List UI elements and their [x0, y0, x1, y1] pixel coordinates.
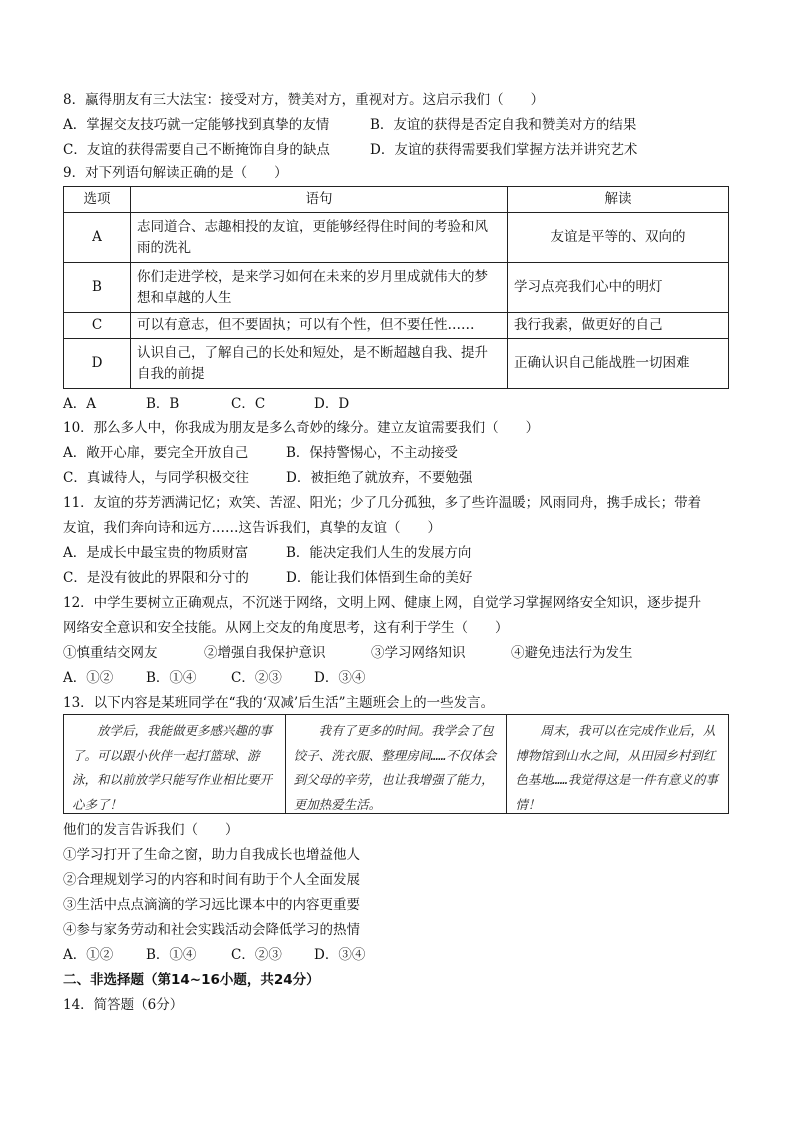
q9-row-a-option: A	[64, 213, 131, 263]
q9-row-d-reading: 正确认识自己能战胜一切困难	[508, 339, 729, 389]
q11-option-c: C．是没有彼此的界限和分寸的	[63, 570, 249, 586]
q13-quote-2: 我有了更多的时间。我学会了包饺子、洗衣服、整理房间……不仅体会到父母的辛劳，也让我增强了能力，更加热爱生活。	[286, 715, 508, 813]
q9-row-d-sentence: 认识自己，了解自己的长处和短处，是不断超越自我、提升自我的前提	[131, 339, 508, 389]
q9-row-a-sentence: 志同道合、志趣相投的友谊，更能够经得住时间的考验和风雨的洗礼	[131, 213, 508, 263]
q10-stem: 10．那么多人中，你我成为朋友是多么奇妙的缘分。建立友谊需要我们（ ）	[63, 420, 540, 436]
q13-answer-c: C．②③	[231, 947, 282, 963]
q13-prompt: 他们的发言告诉我们（ ）	[63, 822, 239, 838]
q13-item-3: ③生活中点点滴滴的学习远比课本中的内容更重要	[63, 897, 360, 913]
q13-answer-b: B．①④	[146, 947, 197, 963]
q12-answer-a: A．①②	[63, 670, 114, 686]
q10-option-a: A．敞开心扉，要完全开放自己	[63, 445, 249, 461]
q11-option-a: A．是成长中最宝贵的物质财富	[63, 545, 249, 561]
q9-row-c-sentence: 可以有意志，但不要固执；可以有个性，但不要任性……	[131, 313, 508, 339]
q13-item-1: ①学习打开了生命之窗，助力自我成长也增益他人	[63, 847, 360, 863]
q9-header-sentence: 语句	[131, 187, 508, 213]
q8-option-c: C．友谊的获得需要自己不断掩饰自身的缺点	[63, 142, 330, 158]
q9-table	[63, 186, 729, 389]
q13-quote-table	[63, 714, 729, 814]
q12-item-4: ④避免违法行为发生	[511, 645, 633, 661]
q9-row-a-reading: 友谊是平等的、双向的	[508, 213, 729, 263]
q12-stem-line1: 12．中学生要树立正确观点，不沉迷于网络，文明上网、健康上网，自觉学习掌握网络安全知识，逐步提升	[63, 595, 702, 611]
q12-answer-c: C．②③	[231, 670, 282, 686]
q12-item-1: ①慎重结交网友	[63, 645, 158, 661]
q12-stem-line2: 网络安全意识和安全技能。从网上交友的角度思考，这有利于学生（ ）	[63, 620, 509, 636]
q9-header-option: 选项	[64, 187, 131, 213]
table-row	[64, 313, 729, 339]
q12-answer-d: D．③④	[314, 670, 366, 686]
q11-option-d: D．能让我们体悟到生命的美好	[286, 570, 473, 586]
q9-answer-c: C．C	[231, 396, 266, 412]
q9-row-c-reading: 我行我素，做更好的自己	[508, 313, 729, 339]
q8-option-d: D．友谊的获得需要我们掌握方法并讲究艺术	[370, 142, 638, 158]
q12-item-3: ③学习网络知识	[371, 645, 466, 661]
q12-answer-b: B．①④	[146, 670, 197, 686]
q12-item-2: ②增强自我保护意识	[204, 645, 326, 661]
q9-answer-a: A．A	[63, 396, 96, 412]
table-row	[64, 213, 729, 263]
q13-item-4: ④参与家务劳动和社会实践活动会降低学习的热情	[63, 922, 360, 938]
q9-answer-b: B．B	[146, 396, 180, 412]
q9-answer-d: D．D	[314, 396, 350, 412]
q8-option-b: B．友谊的获得是否定自我和赞美对方的结果	[370, 117, 637, 133]
q13-stem: 13．以下内容是某班同学在“我的‘双减’后生活”主题班会上的一些发言。	[63, 695, 495, 711]
q8-option-a: A．掌握交友技巧就一定能够找到真挚的友情	[63, 117, 330, 133]
q11-stem-line1: 11．友谊的芬芳洒满记忆；欢笑、苦涩、阳光；少了几分孤独，多了些许温暖；风雨同舟，携手成长；带着	[63, 495, 702, 511]
q11-option-b: B．能决定我们人生的发展方向	[286, 545, 472, 561]
q10-option-c: C．真诚待人，与同学积极交往	[63, 470, 249, 486]
q13-answer-d: D．③④	[314, 947, 366, 963]
q9-row-d-option: D	[64, 339, 131, 389]
q10-option-d: D．被拒绝了就放弃，不要勉强	[286, 470, 473, 486]
q9-row-c-option: C	[64, 313, 131, 339]
q9-row-b-sentence: 你们走进学校，是来学习如何在未来的岁月里成就伟大的梦想和卓越的人生	[131, 263, 508, 313]
section-2-title: 二、非选择题（第14~16小题，共24分）	[63, 972, 320, 988]
q9-stem: 9．对下列语句解读正确的是（ ）	[63, 165, 288, 181]
q14-title: 14．简答题（6分）	[63, 997, 184, 1013]
q8-stem: 8．赢得朋友有三大法宝：接受对方，赞美对方，重视对方。这启示我们（ ）	[63, 92, 545, 108]
q9-row-b-reading: 学习点亮我们心中的明灯	[508, 263, 729, 313]
q13-quote-1: 放学后，我能做更多感兴趣的事了。可以跟小伙伴一起打篮球、游泳，和以前放学只能写作业相比要开心多了！	[64, 715, 286, 813]
q13-quote-3: 周末，我可以在完成作业后，从博物馆到山水之间，从田园乡村到红色基地……我觉得这是一件有意义的事情！	[515, 723, 718, 812]
q11-stem-line2: 友谊，我们奔向诗和远方……这告诉我们，真挚的友谊（ ）	[63, 520, 441, 536]
q9-row-b-option: B	[64, 263, 131, 313]
q10-option-b: B．保持警惕心，不主动接受	[286, 445, 458, 461]
q13-item-2: ②合理规划学习的内容和时间有助于个人全面发展	[63, 872, 360, 888]
table-row	[64, 339, 729, 389]
table-row	[64, 263, 729, 313]
q9-header-reading: 解读	[508, 187, 729, 213]
q13-answer-a: A．①②	[63, 947, 114, 963]
